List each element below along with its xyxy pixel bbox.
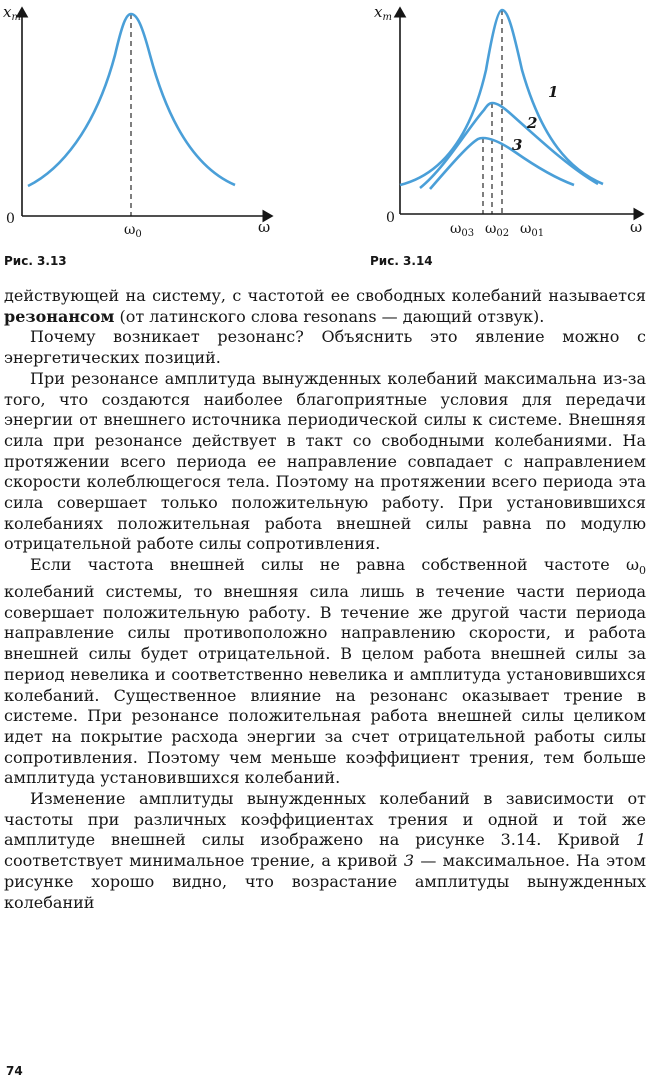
body-text: [4, 286, 646, 913]
curve-3-label: 3: [512, 136, 523, 154]
text-run: действующей на систему, с частотой ее свободных колебаний называется: [4, 286, 646, 305]
text-run: — максимальное. На этом рисунке хорошо видно, что возрастание амплитуды вынужденных колебаний: [4, 851, 646, 912]
omega03-tick-label: $\omega_{03}$: [450, 221, 475, 239]
text-run: Изменение амплитуды вынужденных колебаний в зависимости от частоты при различных коэффициентах трения и одной и той же амплитуде внешней силы изображено на рисунке 3.14. Кривой: [4, 789, 646, 850]
origin-label: 0: [6, 211, 15, 227]
x-axis-label: ω: [630, 218, 643, 236]
figure-3-14-caption: Рис. 3.14: [370, 254, 433, 268]
y-axis-label: $x_m$: [3, 3, 21, 23]
italic-term: 3: [403, 851, 415, 871]
origin-label: 0: [386, 210, 395, 226]
paragraph: [4, 327, 646, 368]
x-axis-label: ω: [258, 218, 271, 236]
omega02-tick-label: $\omega_{02}$: [485, 221, 510, 239]
text-run: Почему возникает резонанс? Объяснить это явление можно с энергетических позиций.: [4, 327, 646, 368]
paragraph: [4, 369, 646, 555]
page-number: 74: [6, 1064, 23, 1078]
text-run: При резонансе амплитуда вынужденных колебаний максимальна из-за того, что создаются наиболее благоприятные условия для передачи энергии от внешнего источника периодической силы к системе. Внешняя сила при резонансе действует в такт со свободными колебаниями. На протяжении всего периода ее направление совпадает с направлением скорости колеблющегося тела. Поэтому на протяжении всего периода эта сила совершает только положительную работу. При установившихся колебаниях положительная работа внешней силы равна по модулю отрицательной работе силы сопротивления.: [4, 368, 646, 554]
omega0-tick-label: $\omega_0$: [124, 222, 142, 240]
paragraph: [4, 789, 646, 913]
curve-1-label: 1: [548, 83, 559, 101]
paragraph: [4, 286, 646, 327]
paragraph: [4, 555, 646, 789]
figure-3-14: [360, 0, 653, 250]
figure-3-13-caption: Рис. 3.13: [4, 254, 67, 268]
text-run: Если частота внешней силы не равна собственной частоте: [30, 555, 626, 575]
curve-2: [420, 103, 598, 188]
italic-term: 1: [635, 830, 646, 850]
text-run: ω: [625, 555, 639, 575]
y-axis-label: $x_m$: [374, 3, 392, 23]
text-run: соответствует минимальное трение, а кривой: [4, 851, 404, 871]
subscript: 0: [639, 564, 646, 578]
omega01-tick-label: $\omega_{01}$: [520, 221, 545, 239]
text-run: (от латинского слова resonans — дающий отзвук).: [114, 306, 545, 326]
text-run: колебаний системы, то внешняя сила лишь в течение части периода совершает положительную работу. В течение же другой части периода направление силы противоположно направлению скорости, и работа внешней силы будет отрицательной. В целом работа внешней силы за период невелика и соответственно невелика и амплитуда установившихся колебаний. Существенное влияние на резонанс оказывает трение в системе. При резонансе положительная работа внешней силы целиком идет на покрытие расхода энергии за счет отрицательной работы силы сопротивления. Поэтому чем меньше коэффициент трения, тем больше амплитуда установившихся колебаний.: [4, 582, 646, 788]
figure-3-13: [0, 0, 300, 250]
bold-term: резонансом: [4, 306, 115, 326]
curve-2-label: 2: [527, 114, 538, 132]
